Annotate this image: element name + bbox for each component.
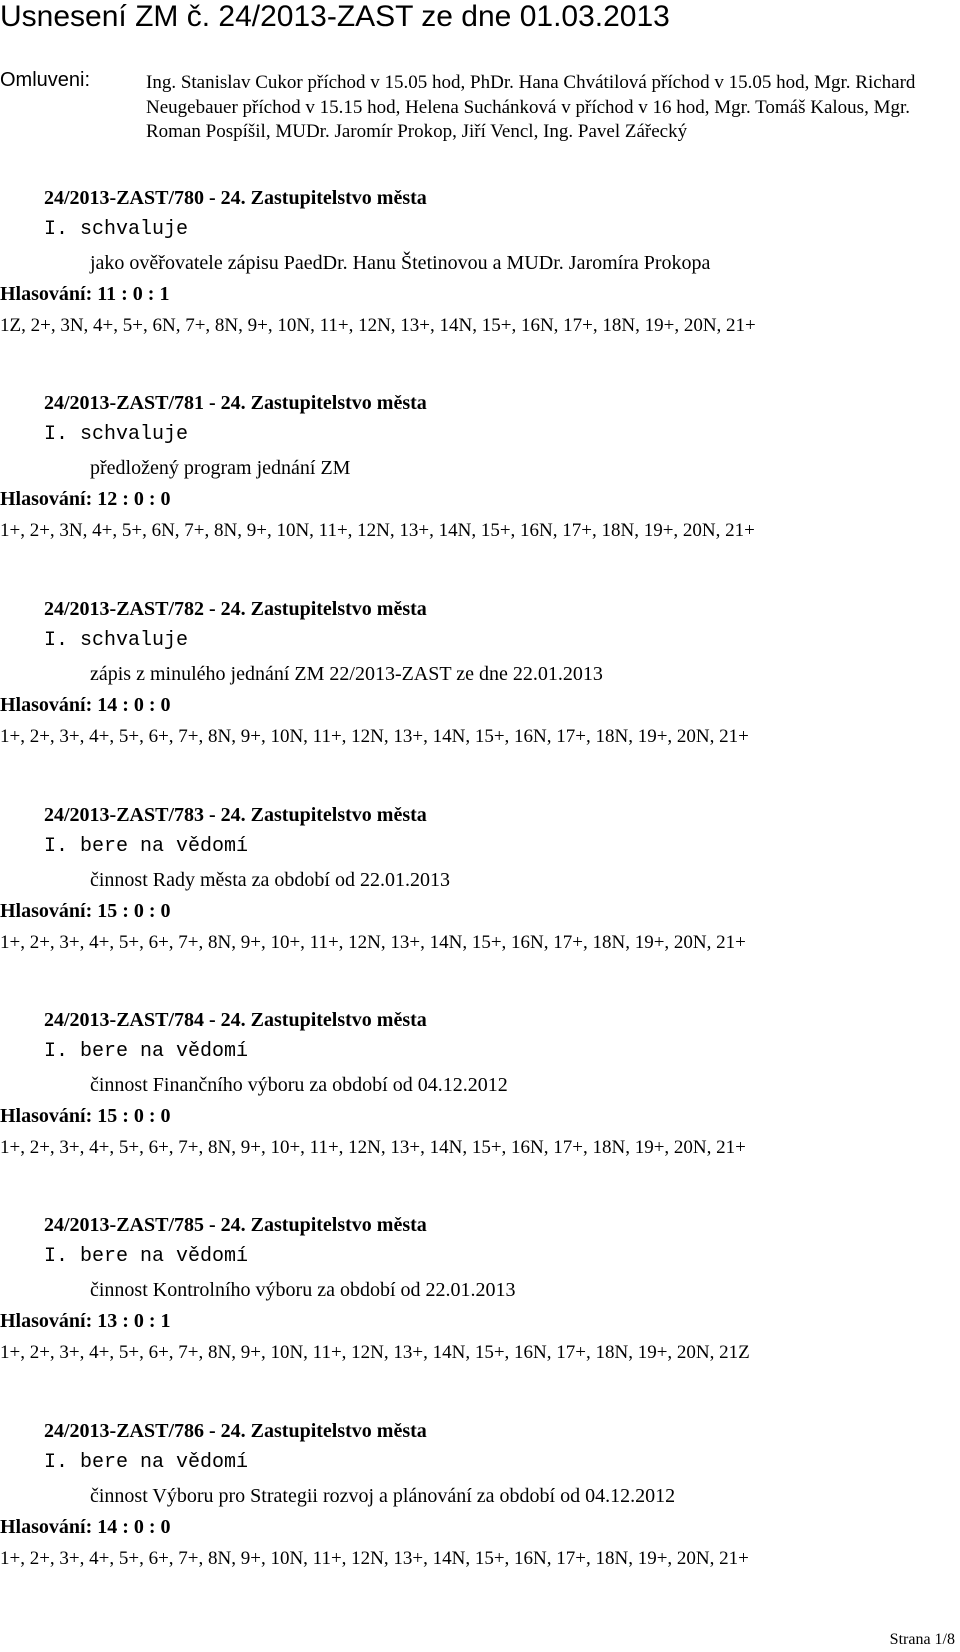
resolution-heading: 24/2013-ZAST/782 - 24. Zastupitelstvo města — [44, 598, 427, 620]
vote-result: Hlasování: 12 : 0 : 0 — [0, 488, 171, 510]
vote-details: 1+, 2+, 3+, 4+, 5+, 6+, 7+, 8N, 9+, 10N, 11+, 12N, 13+, 14N, 15+, 16N, 17+, 18N, 19+, 20N, 21+ — [0, 1548, 749, 1569]
absent-list: Ing. Stanislav Cukor příchod v 15.05 hod, PhDr. Hana Chvátilová příchod v 15.05 hod, Mgr. Richard Neugebauer příchod v 15.15 hod, Helena Suchánková v příchod v 16 hod, Mgr. Tomáš Kalous, Mgr. Roman Pospíšil, MUDr. Jaromír Prokop, Jiří Vencl, Ing. Pavel Zářecký — [146, 72, 916, 142]
resolution-action: I. bere na vědomí — [44, 1040, 249, 1063]
resolution-text: činnost Rady města za období od 22.01.2013 — [90, 869, 450, 891]
resolution-heading: 24/2013-ZAST/786 - 24. Zastupitelstvo města — [44, 1420, 427, 1442]
vote-result: Hlasování: 15 : 0 : 0 — [0, 1105, 171, 1127]
resolution-heading: 24/2013-ZAST/784 - 24. Zastupitelstvo města — [44, 1009, 427, 1031]
vote-details: 1Z, 2+, 3N, 4+, 5+, 6N, 7+, 8N, 9+, 10N, 11+, 12N, 13+, 14N, 15+, 16N, 17+, 18N, 19+, 20N, 21+ — [0, 315, 756, 336]
resolution-text: činnost Kontrolního výboru za období od 22.01.2013 — [90, 1279, 516, 1301]
resolution-action: I. schvaluje — [44, 629, 189, 652]
resolution-heading: 24/2013-ZAST/785 - 24. Zastupitelstvo města — [44, 1214, 427, 1236]
vote-result: Hlasování: 14 : 0 : 0 — [0, 694, 171, 716]
resolution-heading: 24/2013-ZAST/783 - 24. Zastupitelstvo města — [44, 804, 427, 826]
vote-details: 1+, 2+, 3+, 4+, 5+, 6+, 7+, 8N, 9+, 10+, 11+, 12N, 13+, 14N, 15+, 16N, 17+, 18N, 19+, 20N, 21+ — [0, 1137, 746, 1158]
resolution-text: předložený program jednání ZM — [90, 457, 351, 479]
resolution-action: I. schvaluje — [44, 423, 189, 446]
vote-details: 1+, 2+, 3N, 4+, 5+, 6N, 7+, 8N, 9+, 10N, 11+, 12N, 13+, 14N, 15+, 16N, 17+, 18N, 19+, 20N, 21+ — [0, 520, 755, 541]
absent-label: Omluveni: — [0, 69, 91, 91]
page-number: Strana 1/8 — [889, 1631, 955, 1648]
vote-details: 1+, 2+, 3+, 4+, 5+, 6+, 7+, 8N, 9+, 10N, 11+, 12N, 13+, 14N, 15+, 16N, 17+, 18N, 19+, 20N, 21Z — [0, 1342, 750, 1363]
resolution-action: I. schvaluje — [44, 218, 189, 241]
resolution-heading: 24/2013-ZAST/781 - 24. Zastupitelstvo města — [44, 392, 427, 414]
document-title: Usnesení ZM č. 24/2013-ZAST ze dne 01.03.2013 — [0, 0, 670, 33]
vote-details: 1+, 2+, 3+, 4+, 5+, 6+, 7+, 8N, 9+, 10N, 11+, 12N, 13+, 14N, 15+, 16N, 17+, 18N, 19+, 20N, 21+ — [0, 726, 749, 747]
resolution-text: jako ověřovatele zápisu PaedDr. Hanu Štetinovou a MUDr. Jaromíra Prokopa — [90, 252, 711, 274]
resolution-action: I. bere na vědomí — [44, 1451, 249, 1474]
vote-result: Hlasování: 14 : 0 : 0 — [0, 1516, 171, 1538]
resolution-text: činnost Finančního výboru za období od 04.12.2012 — [90, 1074, 508, 1096]
resolution-action: I. bere na vědomí — [44, 835, 249, 858]
resolution-text: zápis z minulého jednání ZM 22/2013-ZAST ze dne 22.01.2013 — [90, 663, 603, 685]
resolution-action: I. bere na vědomí — [44, 1245, 249, 1268]
vote-result: Hlasování: 15 : 0 : 0 — [0, 900, 171, 922]
resolution-text: činnost Výboru pro Strategii rozvoj a plánování za období od 04.12.2012 — [90, 1485, 676, 1507]
resolution-heading: 24/2013-ZAST/780 - 24. Zastupitelstvo města — [44, 187, 427, 209]
vote-details: 1+, 2+, 3+, 4+, 5+, 6+, 7+, 8N, 9+, 10+, 11+, 12N, 13+, 14N, 15+, 16N, 17+, 18N, 19+, 20N, 21+ — [0, 932, 746, 953]
vote-result: Hlasování: 13 : 0 : 1 — [0, 1310, 171, 1332]
vote-result: Hlasování: 11 : 0 : 1 — [0, 283, 170, 305]
